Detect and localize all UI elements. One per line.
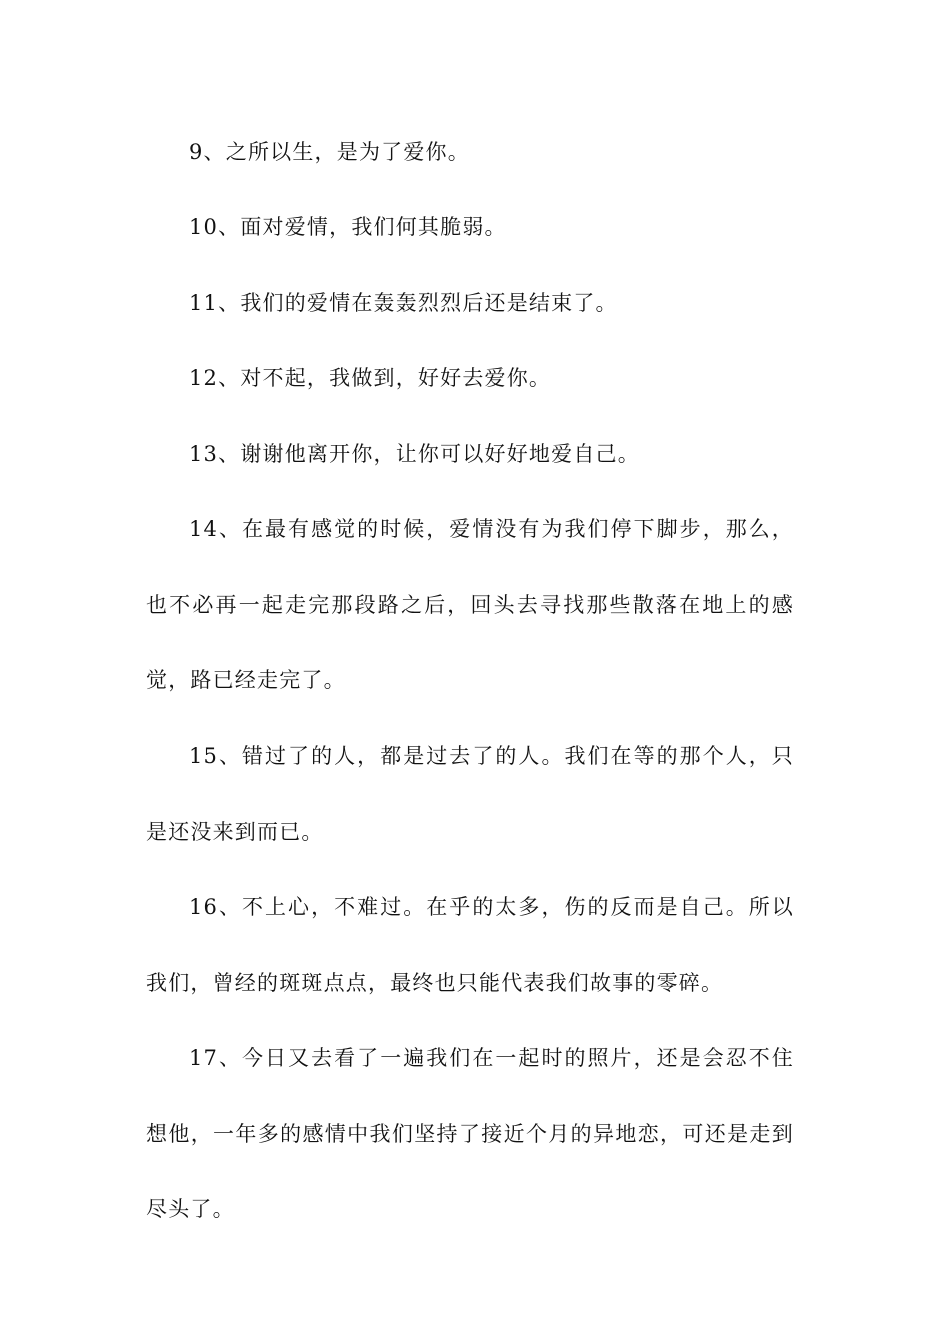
paragraph-13: 13、谢谢他离开你，让你可以好好地爱自己。 — [189, 442, 640, 466]
paragraph-12: 12、对不起，我做到，好好去爱你。 — [189, 366, 552, 390]
paragraph-9: 9、之所以生，是为了爱你。 — [189, 140, 470, 164]
paragraph-16: 16、不上心，不难过。在乎的太多，伤的反而是自己。所以我们，曾经的斑斑点点，最终也只能代表我们故事的零碎。 — [146, 895, 794, 995]
paragraph-15: 15、错过了的人，都是过去了的人。我们在等的那个人，只是还没来到而已。 — [146, 744, 794, 844]
paragraph-10: 10、面对爱情，我们何其脆弱。 — [189, 215, 507, 239]
paragraph-14: 14、在最有感觉的时候，爱情没有为我们停下脚步，那么，也不必再一起走完那段路之后，回头去寻找那些散落在地上的感觉，路已经走完了。 — [146, 517, 794, 692]
paragraph-17: 17、今日又去看了一遍我们在一起时的照片，还是会忍不住想他，一年多的感情中我们坚持了接近个月的异地恋，可还是走到尽头了。 — [146, 1046, 794, 1221]
paragraph-11: 11、我们的爱情在轰轰烈烈后还是结束了。 — [189, 291, 618, 315]
